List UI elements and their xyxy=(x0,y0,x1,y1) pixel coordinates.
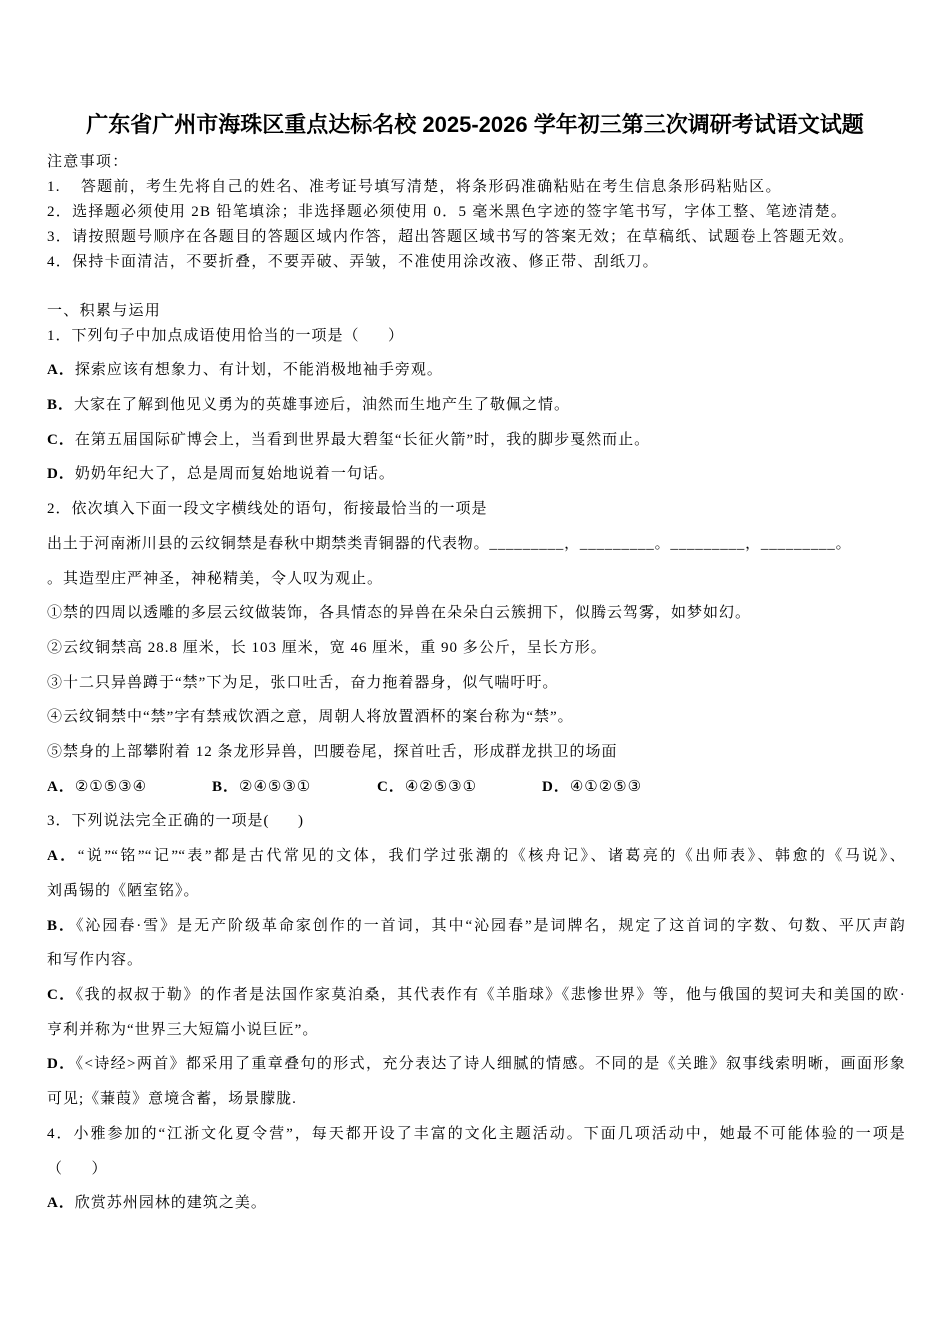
q2-passage-line-2: 。其造型庄严神圣，神秘精美，令人叹为观止。 xyxy=(47,570,384,587)
option-label: A． xyxy=(47,778,75,795)
page-title: 广东省广州市海珠区重点达标名校 2025-2026 学年初三第三次调研考试语文试题 xyxy=(86,112,864,137)
q3-option-a xyxy=(47,839,905,908)
option-text: 《我的叔叔于勒》的作者是法国作家莫泊桑，其代表作有《羊脂球》《悲惨世界》等，他与俄国的契诃夫和美国的欧· xyxy=(75,987,905,1003)
q3-option-d-line-2: 可见;《蒹葭》意境含蓄，场景朦胧. xyxy=(47,1091,297,1108)
notice-item-text: 保持卡面清洁，不要折叠，不要弄破、弄皱，不准使用涂改液、修正带、刮纸刀。 xyxy=(72,253,659,270)
q2-option-d xyxy=(542,770,707,805)
option-text: 在第五届国际矿博会上，当看到世界最大碧玺“长征火箭”时，我的脚步戛然而止。 xyxy=(74,431,651,448)
notice-item-text: 答题前，考生先将自己的姓名、准考证号填写清楚，将条形码准确粘贴在考生信息条形码粘贴区。 xyxy=(80,178,782,195)
q2-option-b xyxy=(212,770,377,805)
notice-item-text: 选择题必须使用 2B 铅笔填涂；非选择题必须使用 0．5 毫米黑色字迹的签字笔书写，字体工整、笔迹清楚。 xyxy=(72,203,848,220)
q2-sentence-2: ②云纹铜禁高 28.8 厘米，长 103 厘米，宽 46 厘米，重 90 多公斤，呈长方形。 xyxy=(47,639,607,656)
q2-sentence-4: ④云纹铜禁中“禁”字有禁戒饮酒之意，周朝人将放置酒杯的案台称为“禁”。 xyxy=(47,709,574,726)
q3-option-c-line-2: 亨利并称为“世界三大短篇小说巨匠”。 xyxy=(47,1021,319,1038)
q2-sentence-3: ③十二只异兽蹲于“禁”下为足，张口吐舌，奋力拖着器身，似气喘吁吁。 xyxy=(47,674,559,691)
notice-item-4 xyxy=(47,250,905,275)
option-text: 欣赏苏州园林的建筑之美。 xyxy=(74,1195,267,1212)
option-label: A． xyxy=(47,848,78,865)
q3-stem: 3．下列说法完全正确的一项是( ) xyxy=(47,813,304,830)
option-label: A． xyxy=(47,1195,75,1212)
option-text: ④②⑤③① xyxy=(404,778,478,795)
q2-sentence-1: ①禁的四周以透雕的多层云纹做装饰，各具情态的异兽在朵朵白云簇拥下，似腾云驾雾，如梦如幻。 xyxy=(47,605,752,622)
section-heading: 一、积累与运用 xyxy=(47,302,162,319)
notice-item-number: 2． xyxy=(47,203,73,220)
option-text: “说”“铭”“记”“表”都是古代常见的文体，我们学过张潮的《核舟记》、诸葛亮的《出师表》、韩愈的《马说》、 xyxy=(77,848,905,865)
option-text: 奶奶年纪大了，总是周而复始地说着一句话。 xyxy=(74,466,395,483)
q3-option-a-line-2: 刘禹锡的《陋室铭》。 xyxy=(47,882,200,899)
option-text: 《<诗经>两首》都采用了重章叠句的形式，充分表达了诗人细腻的情感。不同的是《关雎》叙事线索明晰，画面形象 xyxy=(75,1056,905,1073)
option-text: ②④⑤③① xyxy=(239,778,312,795)
option-text: ②①⑤③④ xyxy=(74,778,148,795)
notice-item-number: 3． xyxy=(47,228,73,245)
notice-item-number: 4． xyxy=(47,253,73,270)
option-label: C． xyxy=(377,778,405,795)
q1-option-d xyxy=(47,457,905,492)
q4-stem-line-2: （ ） xyxy=(47,1160,108,1177)
option-label: D． xyxy=(47,466,75,483)
q3-option-b-line-2: 和写作内容。 xyxy=(47,952,144,969)
option-label: B． xyxy=(47,397,75,414)
notice-heading: 注意事项： xyxy=(47,153,129,170)
q3-option-b xyxy=(47,909,905,978)
q4-stem-line-1: 4．小雅参加的“江浙文化夏令营”，每天都开设了丰富的文化主题活动。下面几项活动中，她最不可能体验的一项是 xyxy=(47,1125,905,1142)
q3-option-c-line-1 xyxy=(47,978,905,1013)
q2-option-a xyxy=(47,770,212,805)
q1-option-b xyxy=(47,388,905,423)
q2-stem: 2．依次填入下面一段文字横线处的语句，衔接最恰当的一项是 xyxy=(47,501,488,518)
option-label: D． xyxy=(542,778,570,795)
notice-item-text: 请按照题号顺序在各题目的答题区域内作答，超出答题区域书写的答案无效；在草稿纸、试题卷上答题无效。 xyxy=(72,228,855,245)
notice-item-2 xyxy=(47,200,905,225)
option-text: 《沁园春·雪》是无产阶级革命家创作的一首词，其中“沁园春”是词牌名，规定了这首词的字数、句数、平仄声韵 xyxy=(75,917,906,934)
notice-item-3 xyxy=(47,225,905,250)
q3-option-d xyxy=(47,1047,905,1116)
q3-option-d-line-1 xyxy=(47,1047,905,1082)
q3-option-a-line-1 xyxy=(47,839,905,874)
q3-option-c xyxy=(47,978,905,1047)
notice-item-1 xyxy=(47,175,905,200)
option-label: A． xyxy=(47,362,75,379)
q1-option-a xyxy=(47,353,905,388)
q3-option-b-line-1 xyxy=(47,909,905,944)
option-label: C． xyxy=(47,431,75,448)
option-label: B． xyxy=(212,778,240,795)
q2-passage-line-1: 出土于河南淅川县的云纹铜禁是春秋中期禁类青铜器的代表物。_________，_________。_________，_________。 xyxy=(47,535,852,552)
option-text: ④①②⑤③ xyxy=(569,778,643,795)
option-label: C． xyxy=(47,987,76,1003)
q2-option-c xyxy=(377,770,542,805)
option-text: 大家在了解到他见义勇为的英雄事迹后，油然而生地产生了敬佩之情。 xyxy=(74,397,571,414)
option-text: 探索应该有想象力、有计划，不能消极地袖手旁观。 xyxy=(74,362,443,379)
option-label: D． xyxy=(47,1056,76,1073)
option-label: B． xyxy=(47,917,76,934)
q1-option-c xyxy=(47,423,905,458)
notice-item-number: 1. xyxy=(47,178,61,195)
q1-stem: 1．下列句子中加点成语使用恰当的一项是（ ） xyxy=(47,327,405,344)
questions-area xyxy=(47,319,905,1221)
q4-option-a xyxy=(47,1186,905,1221)
q2-sentence-5: ⑤禁身的上部攀附着 12 条龙形异兽，凹腰卷尾，探首吐舌，形成群龙拱卫的场面 xyxy=(47,744,618,761)
notice-block xyxy=(47,150,905,275)
q2-options-row xyxy=(47,770,905,805)
